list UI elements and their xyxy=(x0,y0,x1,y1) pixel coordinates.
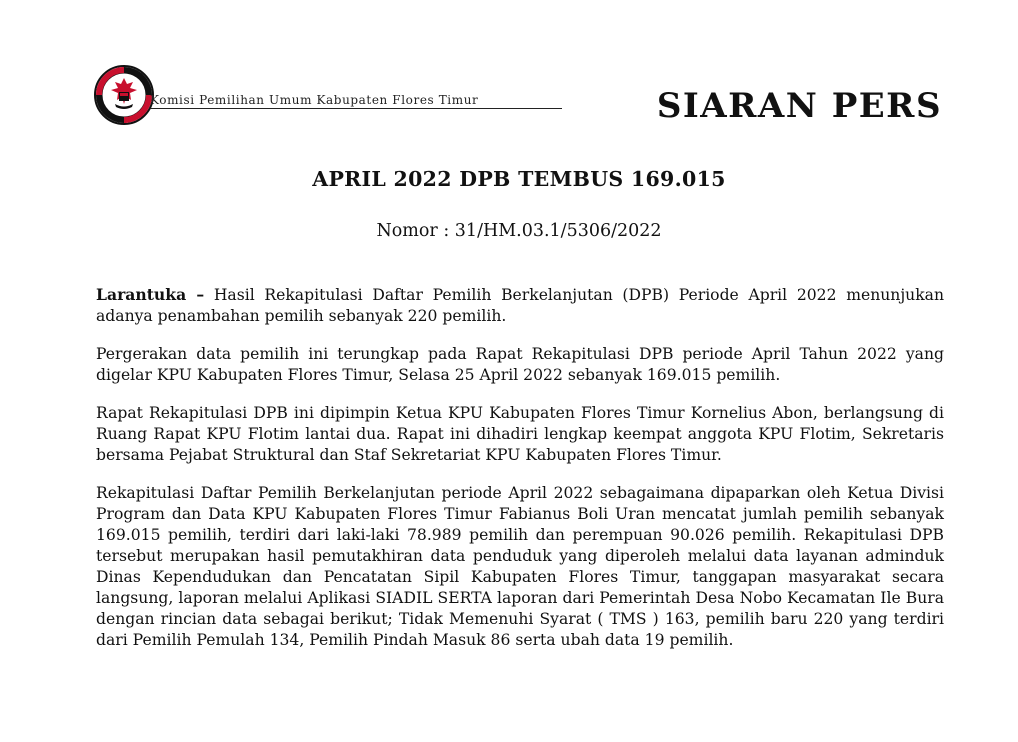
document-body xyxy=(96,284,944,668)
paragraph-3: Rapat Rekapitulasi DPB ini dipimpin Ketua KPU Kabupaten Flores Timur Kornelius Abon, berlangsung di Ruang Rapat KPU Flotim lantai dua. Rapat ini dihadiri lengkap keempat anggota KPU Flotim, Sekretaris bersama Pejabat Struktural dan Staf Sekretariat KPU Kabupaten Flores Timur. xyxy=(96,404,944,464)
press-release-label: SIARAN PERS xyxy=(656,86,942,126)
document-number: Nomor : 31/HM.03.1/5306/2022 xyxy=(376,221,662,241)
dateline-location: Larantuka – xyxy=(96,285,205,304)
document-title: APRIL 2022 DPB TEMBUS 169.015 xyxy=(312,167,726,191)
paragraph-2: Pergerakan data pemilih ini terungkap pada Rapat Rekapitulasi DPB periode April Tahun 2022 yang digelar KPU Kabupaten Flores Timur, Selasa 25 April 2022 sebanyak 169.015 pemilih. xyxy=(96,345,944,384)
kpu-logo xyxy=(93,64,155,126)
paragraph-4: Rekapitulasi Daftar Pemilih Berkelanjutan periode April 2022 sebagaimana dipaparkan oleh Ketua Divisi Program dan Data KPU Kabupaten Flores Timur Fabianus Boli Uran mencatat jumlah pemilih sebanyak 169.015 pemilih, terdiri dari laki-laki 78.989 pemilih dan perempuan 90.026 pemilih. Rekapitulasi DPB tersebut merupakan hasil pemutakhiran data penduduk yang diperoleh melalui data layanan adminduk Dinas Kependudukan dan Pencatatan Sipil Kabupaten Flores Timur, tanggapan masyarakat secara langsung, laporan melalui Aplikasi SIADIL SERTA laporan dari Pemerintah Desa Nobo Kecamatan Ile Bura dengan rincian data sebagai berikut; Tidak Memenuhi Syarat ( TMS ) 163, pemilih baru 220 yang terdiri dari Pemilih Pemulah 134, Pemilih Pindah Masuk 86 serta ubah data 19 pemilih. xyxy=(96,484,944,649)
paragraph-1-text: Hasil Rekapitulasi Daftar Pemilih Berkelanjutan (DPB) Periode April 2022 menunjukan adanya penambahan pemilih sebanyak 220 pemilih. xyxy=(96,286,945,325)
paragraph-1 xyxy=(96,284,944,327)
organization-name: Komisi Pemilihan Umum Kabupaten Flores Timur xyxy=(150,93,562,109)
